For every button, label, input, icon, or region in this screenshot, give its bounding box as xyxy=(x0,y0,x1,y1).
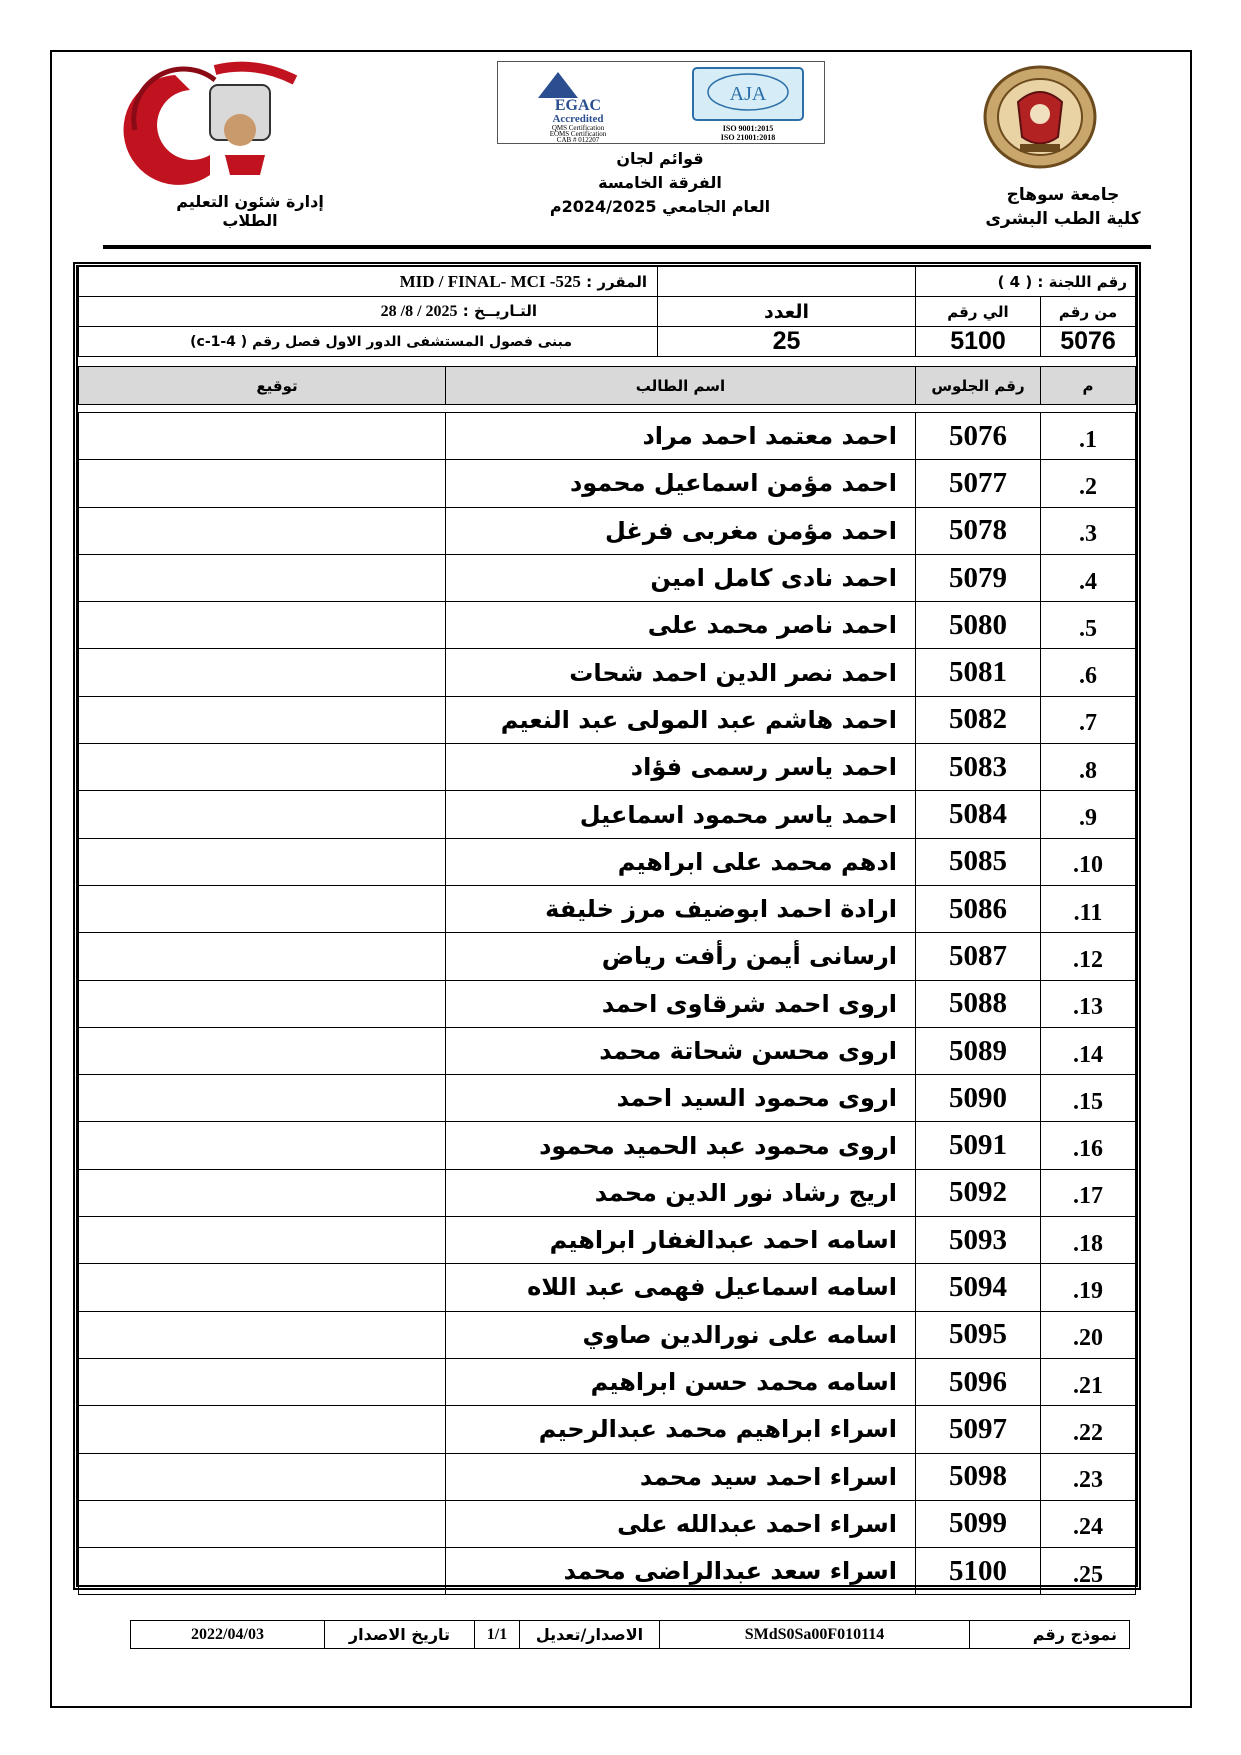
student-name: اريج رشاد نور الدين محمد xyxy=(446,1169,916,1216)
student-name: اسراء احمد عبدالله على xyxy=(446,1500,916,1547)
seat-number: 5098 xyxy=(916,1453,1041,1500)
location: مبنى فصول المستشفى الدور الاول فصل رقم ( c-1-4) xyxy=(79,327,658,357)
signature-cell xyxy=(79,1311,446,1358)
row-number: 1. xyxy=(1041,413,1136,460)
seat-number: 5080 xyxy=(916,602,1041,649)
faculty-name: كلية الطب البشرى xyxy=(985,209,1141,229)
signature-cell xyxy=(79,1500,446,1547)
signature-cell xyxy=(79,838,446,885)
row-number: 20. xyxy=(1041,1311,1136,1358)
committee-number: رقم اللجنة : ( 4 ) xyxy=(916,267,1136,297)
signature-cell xyxy=(79,885,446,932)
signature-cell xyxy=(79,413,446,460)
table-row xyxy=(79,1264,1136,1311)
signature-cell xyxy=(79,554,446,601)
col-header-m: م xyxy=(1041,367,1136,405)
table-row xyxy=(79,980,1136,1027)
row-number: 23. xyxy=(1041,1453,1136,1500)
to-label: الي رقم xyxy=(916,297,1041,327)
table-row xyxy=(79,1075,1136,1122)
list-header xyxy=(520,147,800,219)
table-row xyxy=(79,933,1136,980)
signature-cell xyxy=(79,1169,446,1216)
egac-text: EGAC xyxy=(554,97,602,114)
course-value: MID / FINAL- MCI -525 xyxy=(399,271,581,291)
student-name: اسامه احمد عبدالغفار ابراهيم xyxy=(446,1217,916,1264)
student-name: احمد هاشم عبد المولى عبد النعيم xyxy=(446,696,916,743)
student-rows xyxy=(79,413,1136,1595)
row-number: 7. xyxy=(1041,696,1136,743)
department-name: إدارة شئون التعليم الطلاب xyxy=(176,192,324,230)
signature-cell xyxy=(79,791,446,838)
to-value: 5100 xyxy=(916,327,1041,357)
table-row xyxy=(79,507,1136,554)
col-header-sign: توقيع xyxy=(79,367,446,405)
seat-number: 5083 xyxy=(916,744,1041,791)
sohag-university-seal-logo xyxy=(980,62,1100,172)
grade-label: الفرقة الخامسة xyxy=(598,173,722,192)
seat-number: 5091 xyxy=(916,1122,1041,1169)
table-row xyxy=(79,838,1136,885)
table-row xyxy=(79,696,1136,743)
seat-number: 5089 xyxy=(916,1027,1041,1074)
student-name: ارادة احمد ابوضيف مرز خليفة xyxy=(446,885,916,932)
signature-cell xyxy=(79,1122,446,1169)
table-row xyxy=(79,1500,1136,1547)
table-row xyxy=(79,744,1136,791)
student-name: اروى محمود السيد احمد xyxy=(446,1075,916,1122)
seat-number: 5087 xyxy=(916,933,1041,980)
student-name: اروى احمد شرقاوى احمد xyxy=(446,980,916,1027)
seat-number: 5079 xyxy=(916,554,1041,601)
issue-date-label: تاريخ الاصدار xyxy=(325,1621,475,1649)
student-name: احمد ياسر رسمى فؤاد xyxy=(446,744,916,791)
student-name: احمد ياسر محمود اسماعيل xyxy=(446,791,916,838)
row-number: 22. xyxy=(1041,1406,1136,1453)
student-name: ارسانى أيمن رأفت رياض xyxy=(446,933,916,980)
table-row xyxy=(79,1358,1136,1405)
seat-number: 5088 xyxy=(916,980,1041,1027)
row-number: 8. xyxy=(1041,744,1136,791)
seat-number: 5100 xyxy=(916,1548,1041,1595)
seat-number: 5082 xyxy=(916,696,1041,743)
seat-number: 5097 xyxy=(916,1406,1041,1453)
signature-cell xyxy=(79,1453,446,1500)
table-row xyxy=(79,602,1136,649)
count-label: العدد xyxy=(658,297,916,327)
form-number-label: نموذج رقم xyxy=(970,1621,1130,1649)
header-divider xyxy=(103,245,1151,249)
seat-number: 5077 xyxy=(916,460,1041,507)
row-number: 14. xyxy=(1041,1027,1136,1074)
seat-number: 5095 xyxy=(916,1311,1041,1358)
university-header xyxy=(963,183,1163,231)
column-header-table xyxy=(78,366,1136,405)
table-row xyxy=(79,460,1136,507)
row-number: 19. xyxy=(1041,1264,1136,1311)
university-name: جامعة سوهاج xyxy=(1006,185,1120,205)
col-header-name: اسم الطالب xyxy=(446,367,916,405)
row-number: 18. xyxy=(1041,1217,1136,1264)
row-number: 11. xyxy=(1041,885,1136,932)
signature-cell xyxy=(79,1264,446,1311)
seat-number: 5092 xyxy=(916,1169,1041,1216)
signature-cell xyxy=(79,1217,446,1264)
seat-number: 5096 xyxy=(916,1358,1041,1405)
row-number: 21. xyxy=(1041,1358,1136,1405)
row-number: 3. xyxy=(1041,507,1136,554)
row-number: 25. xyxy=(1041,1548,1136,1595)
from-label: من رقم xyxy=(1041,297,1136,327)
table-row xyxy=(79,413,1136,460)
student-name: اسامه اسماعيل فهمى عبد اللاه xyxy=(446,1264,916,1311)
row-number: 13. xyxy=(1041,980,1136,1027)
signature-cell xyxy=(79,602,446,649)
signature-cell xyxy=(79,460,446,507)
student-name: اسراء ابراهيم محمد عبدالرحيم xyxy=(446,1406,916,1453)
row-number: 16. xyxy=(1041,1122,1136,1169)
seat-number: 5085 xyxy=(916,838,1041,885)
table-row xyxy=(79,1453,1136,1500)
student-name: احمد مؤمن اسماعيل محمود xyxy=(446,460,916,507)
student-name: اسامه محمد حسن ابراهيم xyxy=(446,1358,916,1405)
date-cell xyxy=(79,297,658,327)
table-row xyxy=(79,1548,1136,1595)
faculty-of-medicine-logo xyxy=(115,60,315,185)
aja-text: AJA xyxy=(729,83,767,105)
student-name: احمد نصر الدين احمد شحات xyxy=(446,649,916,696)
issue-date-value: 2022/04/03 xyxy=(131,1621,325,1649)
academic-year: العام الجامعي 2024/2025م xyxy=(549,197,771,216)
edition-label: الاصدار/تعديل xyxy=(520,1621,660,1649)
seat-number: 5090 xyxy=(916,1075,1041,1122)
student-name: ادهم محمد على ابراهيم xyxy=(446,838,916,885)
form-footer-table xyxy=(130,1620,1130,1649)
row-number: 6. xyxy=(1041,649,1136,696)
student-name: احمد ناصر محمد على xyxy=(446,602,916,649)
signature-cell xyxy=(79,1358,446,1405)
student-name: احمد مؤمن مغربى فرغل xyxy=(446,507,916,554)
signature-cell xyxy=(79,649,446,696)
edition-value: 1/1 xyxy=(475,1621,520,1649)
egac-eoms-text: EOMS Certification xyxy=(549,130,607,138)
table-row xyxy=(79,1217,1136,1264)
egac-cab-text: CAB # 012207 xyxy=(556,136,600,143)
signature-cell xyxy=(79,1406,446,1453)
seat-number: 5086 xyxy=(916,885,1041,932)
row-number: 15. xyxy=(1041,1075,1136,1122)
blank-cell xyxy=(658,267,916,297)
row-number: 5. xyxy=(1041,602,1136,649)
row-number: 24. xyxy=(1041,1500,1136,1547)
student-name: اسراء سعد عبدالراضى محمد xyxy=(446,1548,916,1595)
table-row xyxy=(79,1311,1136,1358)
date-label: التـاريــخ : xyxy=(462,302,537,320)
table-row xyxy=(79,885,1136,932)
row-number: 2. xyxy=(1041,460,1136,507)
row-number: 17. xyxy=(1041,1169,1136,1216)
table-row xyxy=(79,649,1136,696)
student-name: احمد معتمد احمد مراد xyxy=(446,413,916,460)
seat-number: 5099 xyxy=(916,1500,1041,1547)
seat-number: 5081 xyxy=(916,649,1041,696)
course-label: المقرر : xyxy=(586,272,647,291)
seat-number: 5094 xyxy=(916,1264,1041,1311)
seat-number: 5076 xyxy=(916,413,1041,460)
iso-21001-text: ISO 21001:2018 xyxy=(720,133,776,142)
from-value: 5076 xyxy=(1041,327,1136,357)
egac-qms-text: QMS Certification xyxy=(551,124,605,132)
date-value: 28 /8 / 2025 xyxy=(380,303,458,320)
table-row xyxy=(79,554,1136,601)
seat-number: 5078 xyxy=(916,507,1041,554)
row-number: 12. xyxy=(1041,933,1136,980)
form-number-value: SMdS0Sa00F010114 xyxy=(660,1621,970,1649)
course-cell xyxy=(79,267,658,297)
signature-cell xyxy=(79,1075,446,1122)
signature-cell xyxy=(79,1027,446,1074)
table-row xyxy=(79,791,1136,838)
row-number: 4. xyxy=(1041,554,1136,601)
col-header-seat: رقم الجلوس xyxy=(916,367,1041,405)
signature-cell xyxy=(79,980,446,1027)
table-row xyxy=(79,1122,1136,1169)
student-name: احمد نادى كامل امين xyxy=(446,554,916,601)
student-name: اروى محمود عبد الحميد محمود xyxy=(446,1122,916,1169)
signature-cell xyxy=(79,933,446,980)
student-name: اسراء احمد سيد محمد xyxy=(446,1453,916,1500)
student-name: اسامه على نورالدين صاوي xyxy=(446,1311,916,1358)
seat-number: 5093 xyxy=(916,1217,1041,1264)
signature-cell xyxy=(79,507,446,554)
count-value: 25 xyxy=(658,327,916,357)
signature-cell xyxy=(79,1548,446,1595)
row-number: 9. xyxy=(1041,791,1136,838)
student-name: اروى محسن شحاتة محمد xyxy=(446,1027,916,1074)
student-list-table xyxy=(78,412,1136,1595)
egac-accredited-text: Accredited xyxy=(552,113,604,125)
list-title: قوائم لجان xyxy=(616,149,704,168)
certification-logos xyxy=(497,61,825,144)
table-row xyxy=(79,1406,1136,1453)
signature-cell xyxy=(79,744,446,791)
seat-number: 5084 xyxy=(916,791,1041,838)
table-row xyxy=(79,1027,1136,1074)
row-number: 10. xyxy=(1041,838,1136,885)
iso-9001-text: ISO 9001:2015 xyxy=(722,124,774,133)
table-row xyxy=(79,1169,1136,1216)
committee-info-table xyxy=(78,266,1136,357)
signature-cell xyxy=(79,696,446,743)
